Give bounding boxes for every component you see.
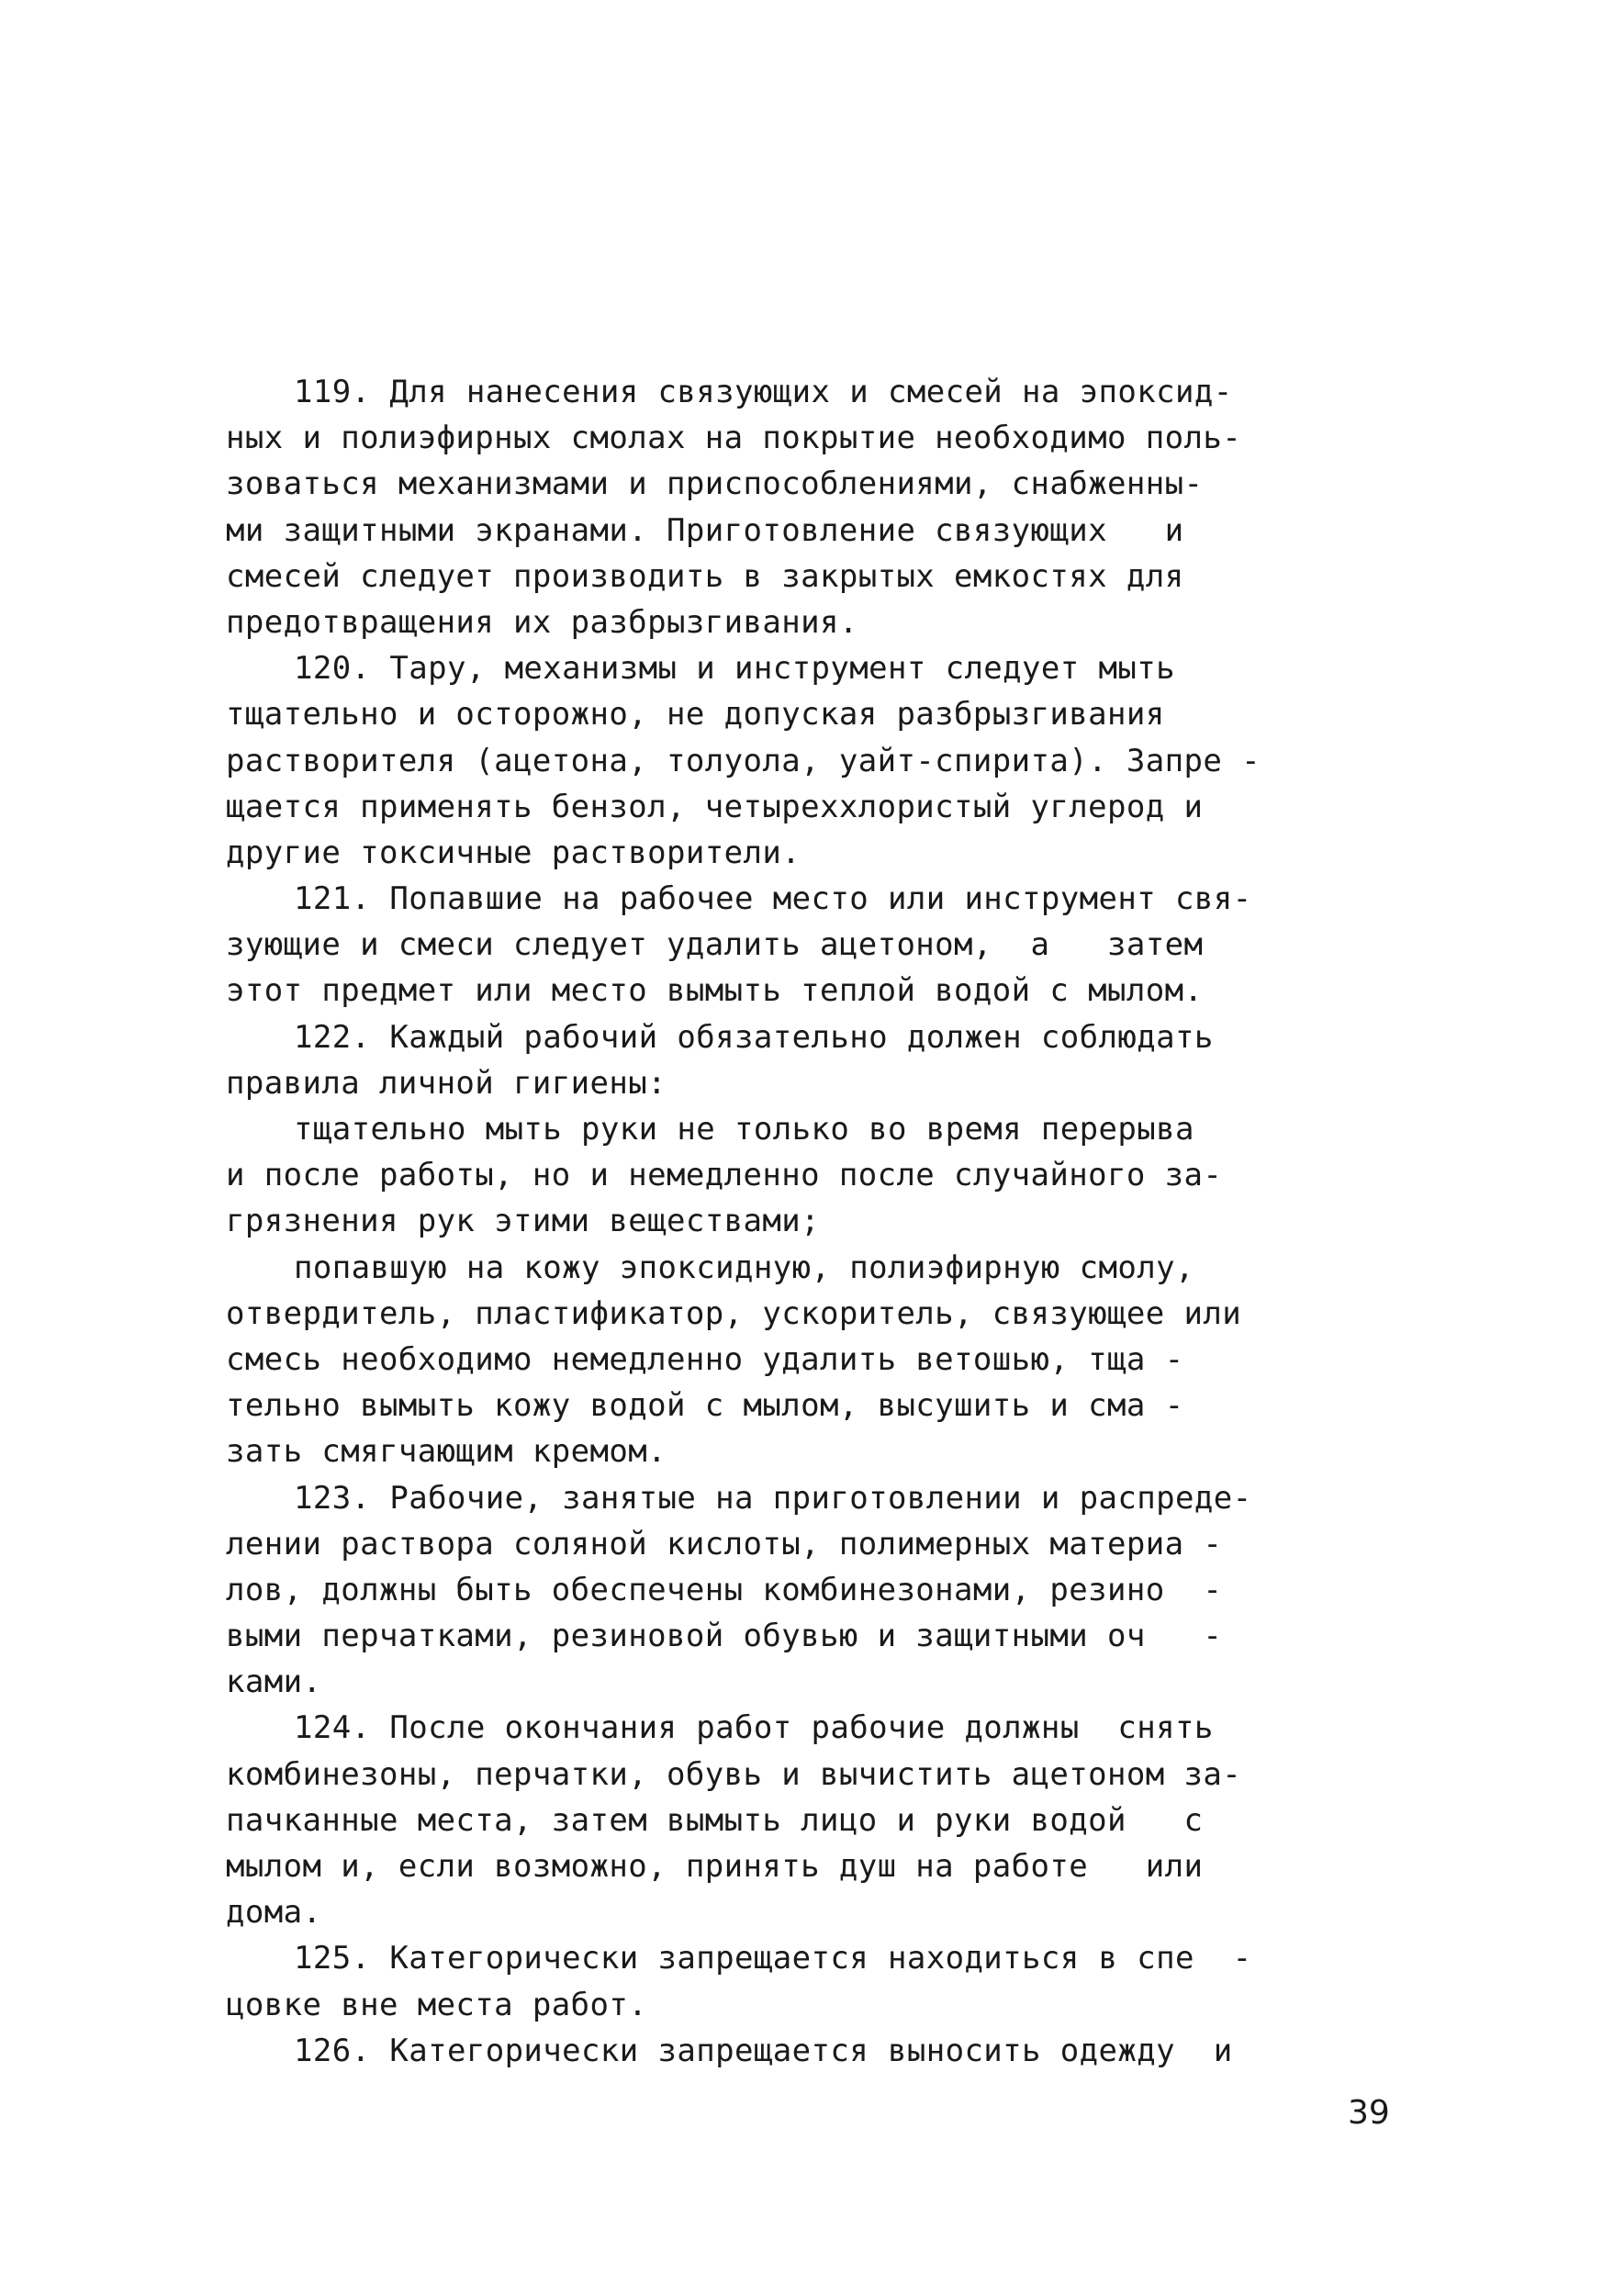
text-line: 121. Попавшие на рабочее место или инструмент свя- [294, 880, 1252, 918]
body-text [226, 369, 1419, 2074]
text-line: зать смягчающим кремом. [226, 1433, 667, 1471]
text-line: растворителя (ацетона, толуола, уайт-спирита). Запре - [226, 742, 1261, 779]
text-line: лении раствора соляной кислоты, полимерных материа - [226, 1525, 1223, 1562]
text-line: 126. Категорически запрещается выносить одежду и [294, 2032, 1233, 2069]
text-line: смесь необходимо немедленно удалить ветошью, тща - [226, 1340, 1184, 1378]
text-line: тщательно и осторожно, не допуская разбрызгивания [226, 696, 1165, 734]
text-line: пачканные места, затем вымыть лицо и руки водой с [226, 1801, 1204, 1839]
text-line: другие токсичные растворители. [226, 834, 801, 871]
text-line: лов, должны быть обеспечены комбинезонами, резино - [226, 1571, 1223, 1608]
text-line: 119. Для нанесения связующих и смесей на эпоксид- [294, 374, 1233, 410]
text-line: тщательно мыть руки не только во время перерыва [294, 1111, 1194, 1148]
text-line: ми защитными экранами. Приготовление связующих и [226, 511, 1184, 549]
text-line: тельно вымыть кожу водой с мылом, высушить и сма - [226, 1387, 1184, 1425]
text-line: 120. Тару, механизмы и инструмент следует мыть [294, 650, 1176, 688]
text-line: предотвращения их разбрызгивания. [226, 603, 858, 641]
text-line: правила личной гигиены: [226, 1064, 667, 1102]
text-line: и после работы, но и немедленно после случайного за- [226, 1157, 1223, 1194]
text-line: 125. Категорически запрещается находиться в спе - [294, 1940, 1252, 1977]
text-line: щается применять бензол, четыреххлористый углерод и [226, 788, 1204, 825]
text-line: дома. [226, 1894, 322, 1932]
text-line: комбинезоны, перчатки, обувь и вычистить ацетоном за- [226, 1755, 1242, 1793]
text-line: зующие и смеси следует удалить ацетоном, а затем [226, 926, 1204, 964]
text-line: 122. Каждый рабочий обязательно должен соблюдать [294, 1018, 1214, 1056]
page-number: 39 [1348, 2094, 1390, 2132]
text-line: отвердитель, пластификатор, ускоритель, связующее или [226, 1294, 1242, 1332]
text-line: попавшую на кожу эпоксидную, полиэфирную смолу, [294, 1249, 1194, 1286]
text-line: смесей следует производить в закрытых емкостях для [226, 557, 1184, 595]
text-line: мылом и, если возможно, принять душ на работе или [226, 1848, 1204, 1885]
text-line: цовке вне места работ. [226, 1986, 648, 2023]
text-line: этот предмет или место вымыть теплой водой с мылом. [226, 972, 1204, 1010]
text-line: выми перчатками, резиновой обувью и защитными оч - [226, 1618, 1223, 1655]
text-line: ками. [226, 1663, 322, 1701]
text-line: ных и полиэфирных смолах на покрытие необходимо поль- [226, 420, 1242, 457]
text-line: 123. Рабочие, занятые на приготовлении и распреде- [294, 1479, 1252, 1517]
text-line: грязнения рук этими веществами; [226, 1203, 820, 1240]
text-line: зоваться механизмами и приспособлениями, снабженны- [226, 465, 1204, 503]
text-line: 124. После окончания работ рабочие должны снять [294, 1709, 1214, 1747]
